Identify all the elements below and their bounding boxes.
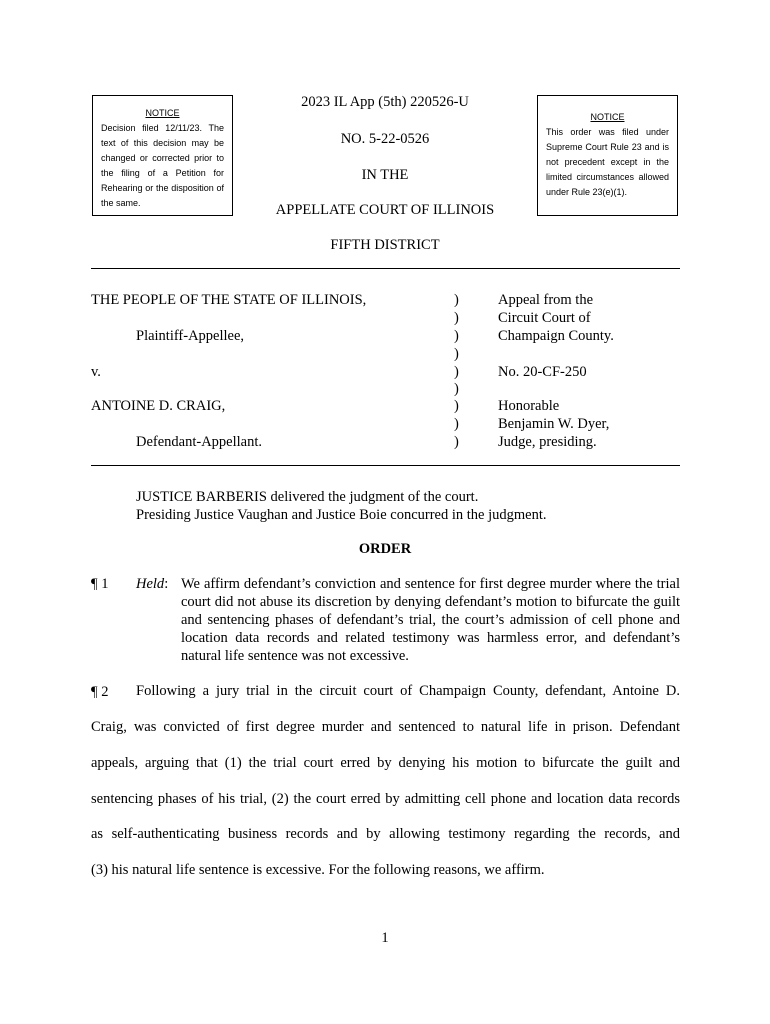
notice-left-line: the filing of a Petition for — [101, 168, 224, 178]
caption-paren: ) — [454, 328, 459, 344]
notice-left-title: NOTICE — [145, 108, 180, 118]
court-name: APPELLATE COURT OF ILLINOIS — [275, 202, 495, 218]
caption-paren: ) — [454, 292, 459, 308]
appeal-from-line: Circuit Court of — [498, 310, 591, 326]
in-the-label: IN THE — [361, 167, 409, 183]
notice-right-line: Supreme Court Rule 23 and is — [546, 142, 669, 152]
notice-right-title: NOTICE — [590, 112, 625, 122]
para2-line: as self-authenticating business records and by allowing testimony regarding the records, and — [91, 826, 680, 842]
notice-left-line: Decision filed 12/11/23. The — [101, 123, 224, 133]
defendant-role: Defendant-Appellant. — [136, 434, 263, 450]
judge-line: Benjamin W. Dyer, — [498, 416, 610, 432]
held-label: Held — [136, 576, 165, 592]
notice-left-line: the same. — [101, 198, 141, 208]
plaintiff-role: Plaintiff-Appellee, — [136, 328, 245, 344]
para2-line: (3) his natural life sentence is excessive. For the following reasons, we affirm. — [91, 862, 545, 878]
versus-label: v. — [91, 364, 101, 380]
notice-right-line: This order was filed under — [546, 127, 669, 137]
caption-paren: ) — [454, 346, 459, 362]
caption-paren: ) — [454, 416, 459, 432]
caption-paren: ) — [454, 381, 459, 397]
held-summary: We affirm defendant’s conviction and sentence for first degree murder where the trial court did not abuse its discretion by denying defendant’s motion to bifurcate the guilt and sentencing phases of defendant’s trial, the court’s admission of cell phone and location data records and related testimony was harmless error, and defendant’s natural life sentence was not excessive. — [181, 576, 680, 664]
caption-paren: ) — [454, 364, 459, 380]
notice-box-left — [92, 95, 233, 216]
judge-line: Honorable — [498, 398, 560, 414]
notice-box-right — [537, 95, 678, 216]
case-citation: 2023 IL App (5th) 220526-U — [301, 94, 469, 110]
judge-line: Judge, presiding. — [498, 434, 597, 450]
notice-left-line: changed or corrected prior to — [101, 153, 224, 163]
appeal-from-line: Appeal from the — [498, 292, 594, 308]
para2-line: Following a jury trial in the circuit court of Champaign County, defendant, Antoine D. — [136, 683, 680, 699]
caption-paren: ) — [454, 434, 459, 450]
caption-bottom-rule — [91, 465, 680, 466]
order-heading: ORDER — [358, 541, 412, 557]
notice-right-line: not precedent except in the — [546, 157, 669, 167]
notice-left-line: text of this decision may be — [101, 138, 224, 148]
justice-concur-line: Presiding Justice Vaughan and Justice Boie concurred in the judgment. — [136, 507, 547, 523]
notice-left-line: Rehearing or the disposition of — [101, 183, 224, 193]
para2-line: sentencing phases of his trial, (2) the court erred by admitting cell phone and location data records — [91, 791, 680, 807]
district-name: FIFTH DISTRICT — [330, 237, 440, 253]
paragraph-marker-1: ¶ 1 — [91, 576, 109, 592]
justice-author-line: JUSTICE BARBERIS delivered the judgment of the court. — [136, 489, 479, 505]
notice-right-line: under Rule 23(e)(1). — [546, 187, 628, 197]
held-colon: : — [164, 576, 169, 592]
paragraph-marker-2: ¶ 2 — [91, 684, 109, 700]
appeal-from-line: Champaign County. — [498, 328, 614, 344]
caption-top-rule — [91, 268, 680, 269]
para2-line: appeals, arguing that (1) the trial court erred by denying his motion to bifurcate the guilt and — [91, 755, 680, 771]
para2-line: Craig, was convicted of first degree murder and sentenced to natural life in prison. Defendant — [91, 719, 680, 735]
plaintiff-name: THE PEOPLE OF THE STATE OF ILLINOIS, — [91, 292, 367, 308]
caption-paren: ) — [454, 310, 459, 326]
held-label-wrap — [136, 575, 168, 593]
trial-case-number: No. 20-CF-250 — [498, 364, 587, 380]
page-number: 1 — [381, 930, 389, 946]
defendant-name: ANTOINE D. CRAIG, — [91, 398, 226, 414]
caption-paren: ) — [454, 398, 459, 414]
docket-number: NO. 5-22-0526 — [340, 131, 430, 147]
notice-right-line: limited circumstances allowed — [546, 172, 669, 182]
